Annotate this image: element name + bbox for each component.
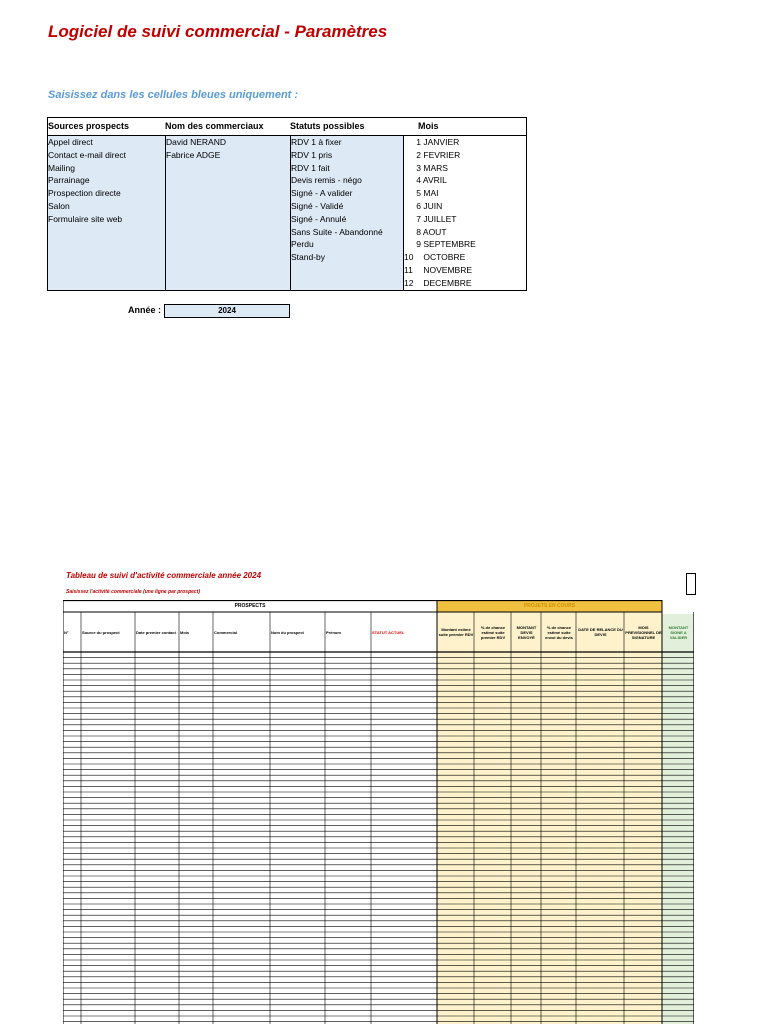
column-header: Montant estimé suite premier RDV <box>438 627 474 637</box>
sources-list <box>48 136 164 226</box>
month-number: 8 <box>416 226 421 237</box>
list-item[interactable]: Signé - A valider <box>291 188 353 199</box>
list-item <box>404 149 526 162</box>
instruction-text: Saisissez dans les cellules bleues uniquement : <box>48 89 299 101</box>
list-item <box>404 187 526 200</box>
header-mois: Mois <box>418 121 439 131</box>
month-name: SEPTEMBRE <box>423 239 476 250</box>
column-header: Commercial <box>214 629 237 635</box>
list-item[interactable]: Signé - Validé <box>291 200 344 211</box>
list-item <box>404 162 526 175</box>
tracking-table <box>63 600 694 1024</box>
month-number: 11 <box>404 264 413 275</box>
month-number: 10 <box>404 252 414 263</box>
projets-group-header: PROJETS EN COURS <box>523 603 576 609</box>
month-number: 2 <box>416 149 421 160</box>
list-item <box>404 174 526 187</box>
list-item <box>404 226 526 239</box>
column-header: Nom du prospect <box>271 629 304 635</box>
list-item[interactable]: Parrainage <box>48 175 90 186</box>
header-statuts: Statuts possibles <box>290 121 365 131</box>
list-item[interactable]: Perdu <box>291 239 314 250</box>
list-item[interactable]: Signé - Annulé <box>291 213 347 224</box>
tracking-subtitle: Saisissez l'activité commerciale (une ligne par prospect) <box>66 589 201 595</box>
parameters-table <box>47 117 527 291</box>
column-header: Date premier contact <box>136 629 176 635</box>
month-number: 12 <box>404 277 414 288</box>
list-item[interactable]: Prospection directe <box>48 188 121 199</box>
list-item[interactable]: RDV 1 pris <box>291 149 333 160</box>
signe-fill <box>662 614 694 1024</box>
list-item[interactable]: Appel direct <box>48 137 93 147</box>
month-name: FEVRIER <box>423 149 461 160</box>
commerciaux-list <box>166 136 289 162</box>
month-number: 7 <box>416 213 421 224</box>
column-header: DATE DE RELANCE DU DEVIS <box>578 627 623 637</box>
list-item <box>404 200 526 213</box>
month-name: AVRIL <box>422 175 447 186</box>
month-name: DECEMBRE <box>423 277 472 288</box>
month-name: JUILLET <box>423 213 457 224</box>
month-name: NOVEMBRE <box>423 264 473 275</box>
list-item <box>404 213 526 226</box>
month-name: MAI <box>423 188 439 199</box>
list-item <box>404 277 526 290</box>
column-header: Mois <box>180 629 190 635</box>
column-header: Prénom <box>326 629 341 635</box>
month-number: 6 <box>416 200 421 211</box>
list-item[interactable]: Stand-by <box>291 252 326 263</box>
list-item <box>404 251 526 264</box>
list-item[interactable]: Contact e-mail direct <box>48 149 126 160</box>
column-header: Source du prospect <box>82 629 120 635</box>
list-item[interactable]: Mailing <box>48 162 75 173</box>
tracking-corner-box <box>686 573 696 595</box>
month-name: OCTOBRE <box>423 252 466 263</box>
column-header: STATUT ACTUEL <box>372 629 405 635</box>
column-header: N° <box>64 629 69 635</box>
list-item <box>404 136 526 149</box>
list-item[interactable]: Devis remis - négo <box>291 175 362 186</box>
list-item[interactable]: RDV 1 fait <box>291 162 330 173</box>
tracking-title: Tableau de suivi d'activité commerciale année 2024 <box>66 571 262 580</box>
list-item[interactable]: Sans Suite - Abandonné <box>291 226 383 237</box>
month-name: MARS <box>423 162 448 173</box>
column-header: % de chance estimé suite premier RDV <box>480 624 506 640</box>
list-item[interactable]: Salon <box>48 200 70 211</box>
list-item <box>404 264 526 277</box>
column-header: % de chance estimé suite envoi du devis <box>545 624 573 640</box>
month-number: 5 <box>416 188 421 199</box>
list-item[interactable]: Formulaire site web <box>48 213 123 224</box>
annee-label: Année : <box>128 305 162 315</box>
list-item <box>404 238 526 251</box>
column-header: MONTANT SIGNE A VALIDER <box>668 624 689 640</box>
month-number: 1 <box>416 137 421 147</box>
statuts-list <box>291 136 402 264</box>
list-item[interactable]: Fabrice ADGE <box>166 149 221 160</box>
column-header: MONTANT DEVIS ENVOYÉ <box>516 624 537 640</box>
month-number: 9 <box>416 239 421 250</box>
month-number: 4 <box>416 175 421 186</box>
annee-input[interactable]: 2024 <box>164 304 290 318</box>
list-item[interactable]: RDV 1 à fixer <box>291 137 342 147</box>
column-header: MOIS PREVISIONNEL DE SIGNATURE <box>625 624 662 640</box>
tracking-grid <box>63 600 694 1024</box>
month-name: AOUT <box>422 226 447 237</box>
mois-list <box>404 136 526 290</box>
projets-fill <box>437 612 662 1024</box>
list-item[interactable]: David NERAND <box>166 137 226 147</box>
header-commerciaux: Nom des commerciaux <box>165 121 264 131</box>
header-sources: Sources prospects <box>48 121 130 131</box>
page-title: Logiciel de suivi commercial - Paramètres <box>48 22 388 41</box>
month-number: 3 <box>416 162 421 173</box>
month-name: JANVIER <box>423 137 460 147</box>
month-name: JUIN <box>423 200 443 211</box>
prospects-group-header: PROSPECTS <box>234 603 266 609</box>
